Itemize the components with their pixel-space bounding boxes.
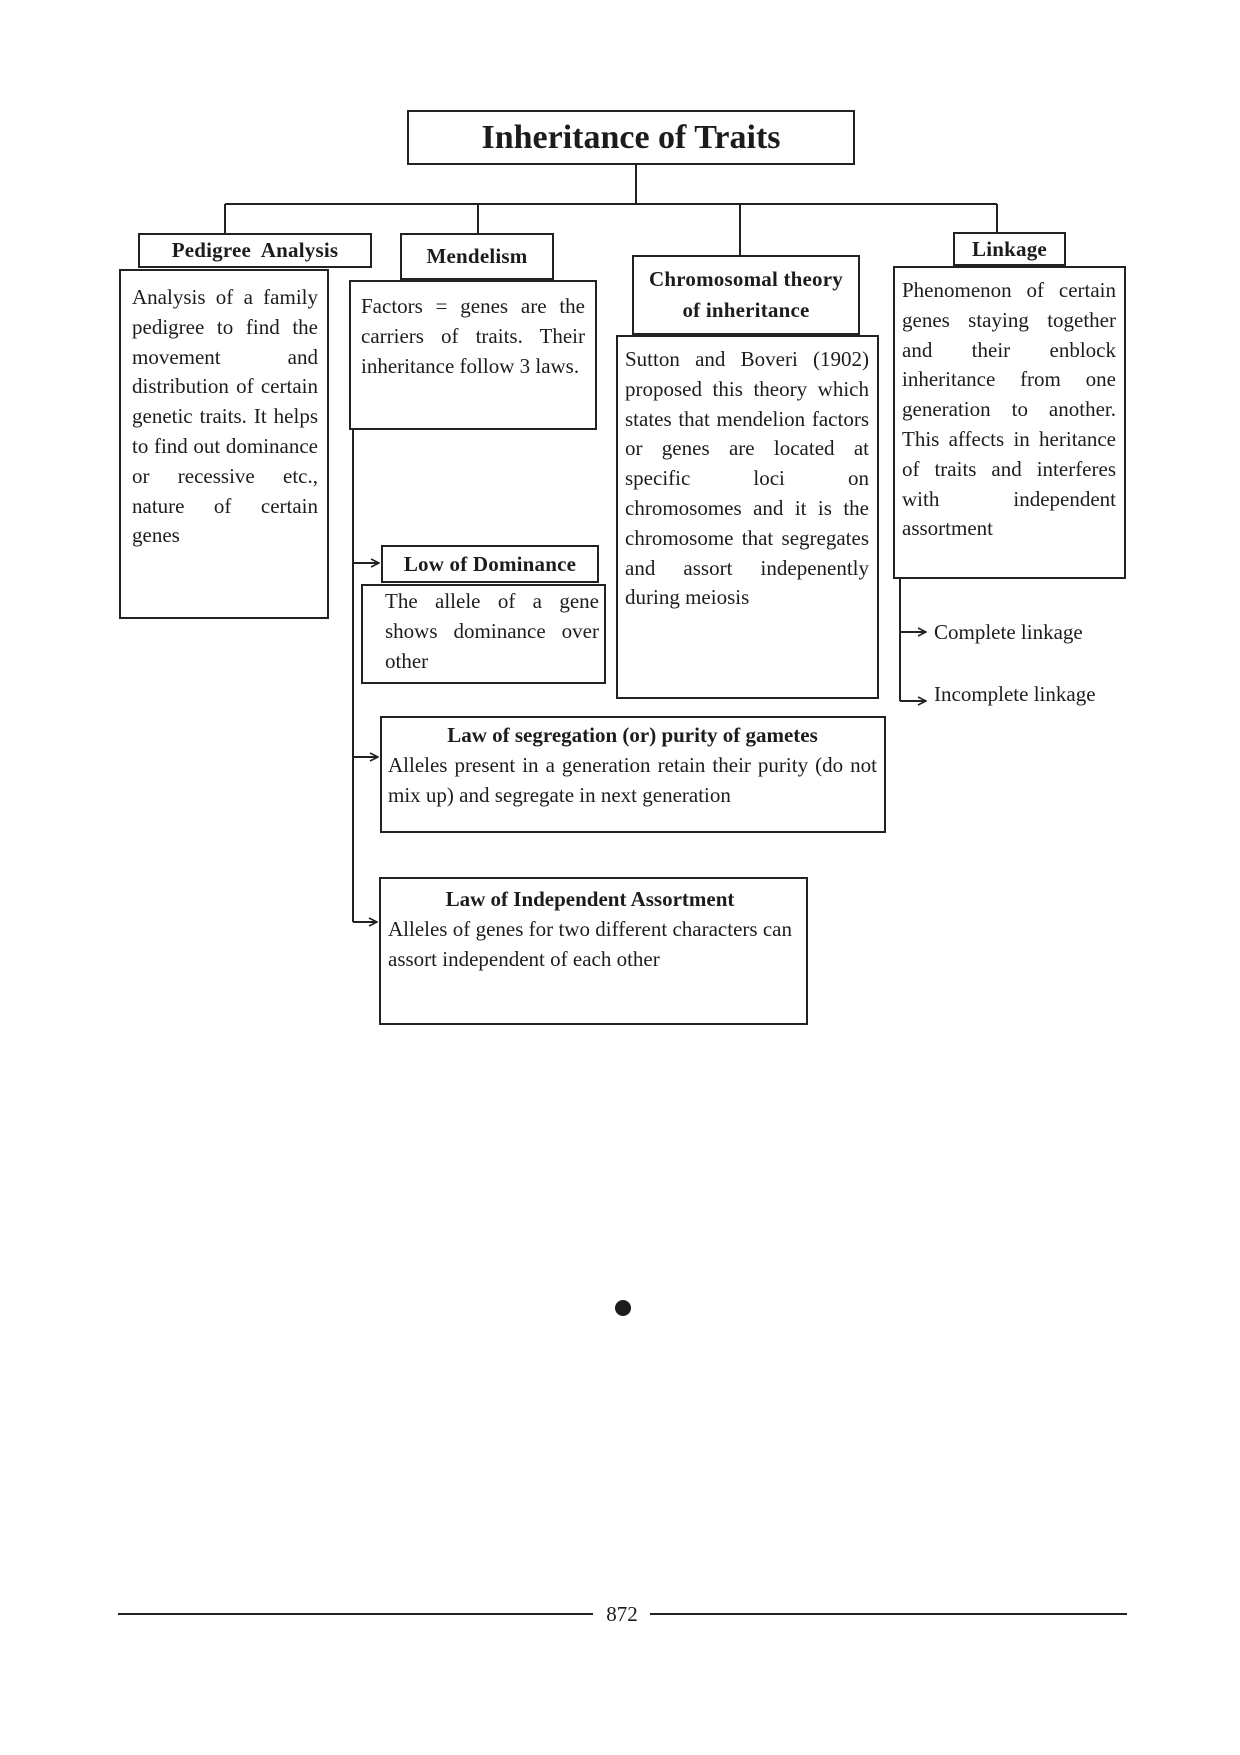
complete-linkage-label: Complete linkage <box>934 620 1083 644</box>
mendelism-heading: Mendelism <box>400 233 554 280</box>
pedigree-analysis-heading: Pedigree Analysis <box>138 233 372 268</box>
bullet-dot <box>615 1300 631 1316</box>
page-number: 872 <box>597 1600 647 1628</box>
independent-assortment-law-heading: Law of Independent Assortment <box>445 887 735 911</box>
dominance-law-heading: Low of Dominance <box>381 545 599 583</box>
independent-assortment-law-box <box>379 877 808 1025</box>
mendelism-description: Factors = genes are the carriers of traits. Their inheritance follow 3 laws. <box>349 280 597 430</box>
linkage-heading: Linkage <box>953 232 1066 266</box>
diagram-title: Inheritance of Traits <box>407 110 855 165</box>
segregation-law-heading: Law of segregation (or) purity of gametes <box>447 723 818 747</box>
segregation-law-box <box>380 716 886 833</box>
segregation-law-description: Alleles present in a generation retain their purity (do not mix up) and segregate in next generation <box>388 752 877 807</box>
linkage-description: Phenomenon of certain genes staying together and their enblock inheritance from one generation to another. This affects in heritance of traits and interferes with independent assortment <box>893 266 1126 579</box>
dominance-law-description: The allele of a gene shows dominance over other <box>361 584 606 684</box>
chromosomal-theory-heading: Chromosomal theory of inheritance <box>632 255 860 335</box>
chromosomal-theory-description: Sutton and Boveri (1902) proposed this theory which states that mendelion factors or genes are located at specific loci on chromosomes and it is the chromosome that segregates and assort indepenently during meiosis <box>616 335 879 699</box>
incomplete-linkage-label: Incomplete linkage <box>934 682 1096 706</box>
pedigree-analysis-description: Analysis of a family pedigree to find the movement and distribution of certain genetic traits. It helps to find out dominance or recessive etc., nature of certain genes <box>119 269 329 619</box>
independent-assortment-law-description: Alleles of genes for two different characters can assort independent of each other <box>388 916 792 971</box>
